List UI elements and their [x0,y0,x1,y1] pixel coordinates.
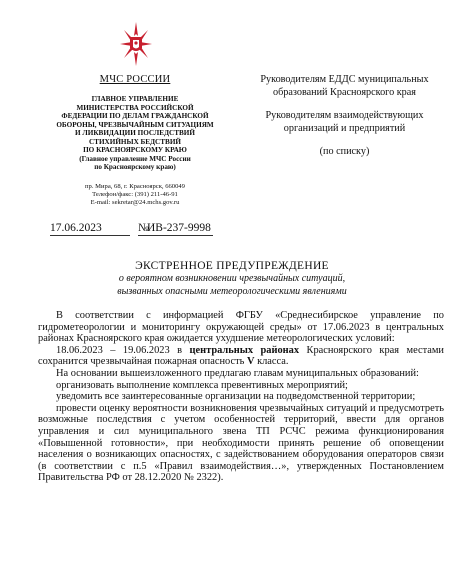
org-full-name [40,95,230,172]
number-underline [138,235,213,236]
org-line: ОБОРОНЫ, ЧРЕЗВЫЧАЙНЫМ СИТУАЦИЯМ [56,120,214,129]
paragraph-action-1: организовать выполнение комплекса превентивных мероприятий; [56,379,348,391]
paragraph-action-2: уведомить все заинтересованные организации на подведомственной территории; [56,391,416,403]
recipient-line: Руководителям взаимодействующих [265,110,424,121]
recipient-line: образований Красноярского края [273,86,416,98]
number-sign: № [138,222,149,234]
forecast-dates: 18.06.2023 – 19.06.2023 в [56,344,190,356]
document-title: ЭКСТРЕННОЕ ПРЕДУПРЕЖДЕНИЕ [135,260,329,272]
paragraph-intro: В соответствии с информацией ФГБУ «Среднесибирское управление по гидрометеорологии и мониторингу окружающей среды» от 17.06.2023 в центральных районах Красноярского края ожидается ухудшение метеорологических условий: [38,310,444,345]
mchs-emblem-icon [118,20,154,68]
org-line: И ЛИКВИДАЦИИ ПОСЛЕДСТВИЙ [75,129,195,137]
paragraph-action-3: провести оценку вероятности возникновения чрезвычайных ситуаций и предусмотреть возможные последствия с учетом особенностей территорий, ввести для органов управления и сил муниципального звена ТП РСЧС режима функционирования «Повышенной готовности», при необходимости принять решение об оповещении населения о возникающих опасностях, с задействованием оборудования операторов связи (в соответствии с п.5 «Правил взаимодействия…», утвержденных Постановлением Правительства РФ от 28.12.2020 № 2322). [38,402,444,484]
document-number: ИВ-237-9998 [147,222,211,234]
recipient-note: (по списку) [319,146,370,157]
org-line: ГЛАВНОЕ УПРАВЛЕНИЕ [91,95,179,103]
org-paren-line: по Красноярскому краю) [94,163,176,171]
date-underline [50,235,130,236]
address-email: E-mail: sekretar@24.mchs.gov.ru [90,199,180,207]
org-line: СТИХИЙНЫХ БЕДСТВИЙ [88,137,182,146]
org-line: ПО КРАСНОЯРСКОМУ КРАЮ [83,146,187,154]
org-line: ФЕДЕРАЦИИ ПО ДЕЛАМ ГРАЖДАНСКОЙ [61,112,209,120]
org-address [40,183,230,208]
subtitle-line: вызванных опасными метеорологическими явлениями [117,285,347,297]
forecast-region: центральных районах [189,344,300,356]
org-short-name: МЧС РОССИИ [99,74,171,85]
paragraph-forecast [38,345,444,368]
subtitle-line: о вероятном возникновении чрезвычайных ситуаций, [118,273,346,284]
org-line: МИНИСТЕРСТВА РОССИЙСКОЙ [76,103,194,112]
recipient-line: Руководителям ЕДДС муниципальных [260,74,429,85]
org-paren-line: (Главное управление МЧС России [79,154,191,163]
paragraph-basis: На основании вышеизложенного предлагаю главам муниципальных образований: [56,367,419,379]
address-line: Телефон/факс: (391) 211-46-91 [92,191,178,199]
recipients-block [247,74,442,159]
document-date: 17.06.2023 [50,222,102,234]
address-line: пр. Мира, 68, г. Красноярск, 660049 [85,183,185,190]
document-subtitle [60,273,404,298]
forecast-end: класса. [254,356,289,368]
fire-danger-class: V [246,356,255,368]
recipient-line: организаций и предприятий [283,122,406,134]
forecast-text: Красноярского края местами сохранится чрезвычайная пожарная опасность [38,344,444,368]
document-body [38,310,444,484]
